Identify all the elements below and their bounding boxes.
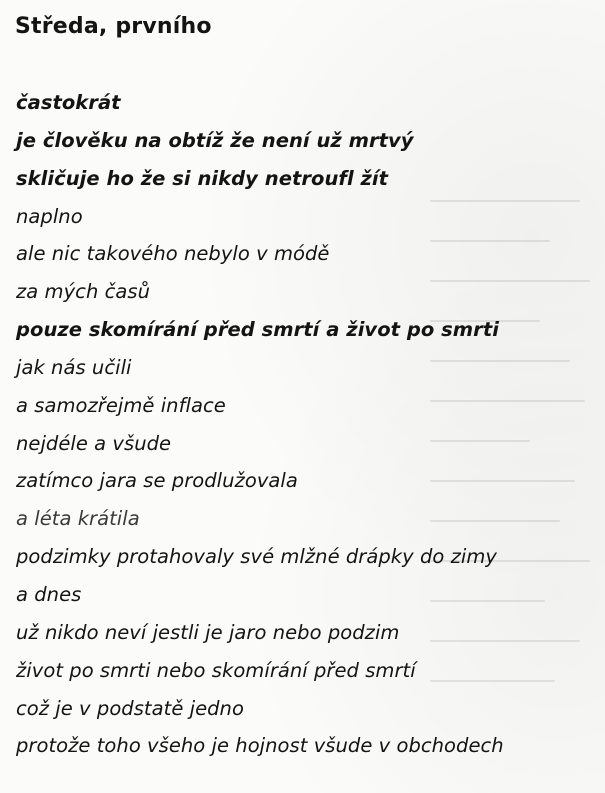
poem-line: ale nic takového nebylo v módě — [16, 242, 330, 266]
poem-line: už nikdo neví jestli je jaro nebo podzim — [16, 620, 400, 644]
poem-line: podzimky protahovaly své mlžné drápky do zimy — [16, 545, 498, 569]
poem-line: častokrát — [16, 91, 121, 114]
poem-line: pouze skomírání před smrtí a život po smrti — [16, 318, 499, 342]
poem-line: a samozřejmě inflace — [16, 393, 226, 417]
poem-line: za mých časů — [16, 280, 150, 304]
poem-line: což je v podstatě jedno — [16, 696, 244, 720]
poem-line: život po smrti nebo skomírání před smrtí — [16, 658, 416, 682]
poem-body — [16, 84, 601, 765]
poem-line: naplno — [16, 204, 83, 228]
poem-line: a dnes — [16, 582, 82, 606]
poem-line: nejdéle a všude — [16, 431, 172, 455]
poem-line: protože toho všeho je hojnost všude v obchodech — [16, 734, 504, 758]
poem-line: a léta krátila — [16, 507, 140, 531]
poem-line: jak nás učili — [16, 355, 132, 379]
poem-line: je člověku na obtíž že není už mrtvý — [16, 128, 414, 152]
poem-line: zatímco jara se prodlužovala — [16, 469, 298, 493]
poem-title: Středa, prvního — [15, 14, 212, 39]
poem-line: skličuje ho že si nikdy netroufl žít — [16, 166, 389, 190]
